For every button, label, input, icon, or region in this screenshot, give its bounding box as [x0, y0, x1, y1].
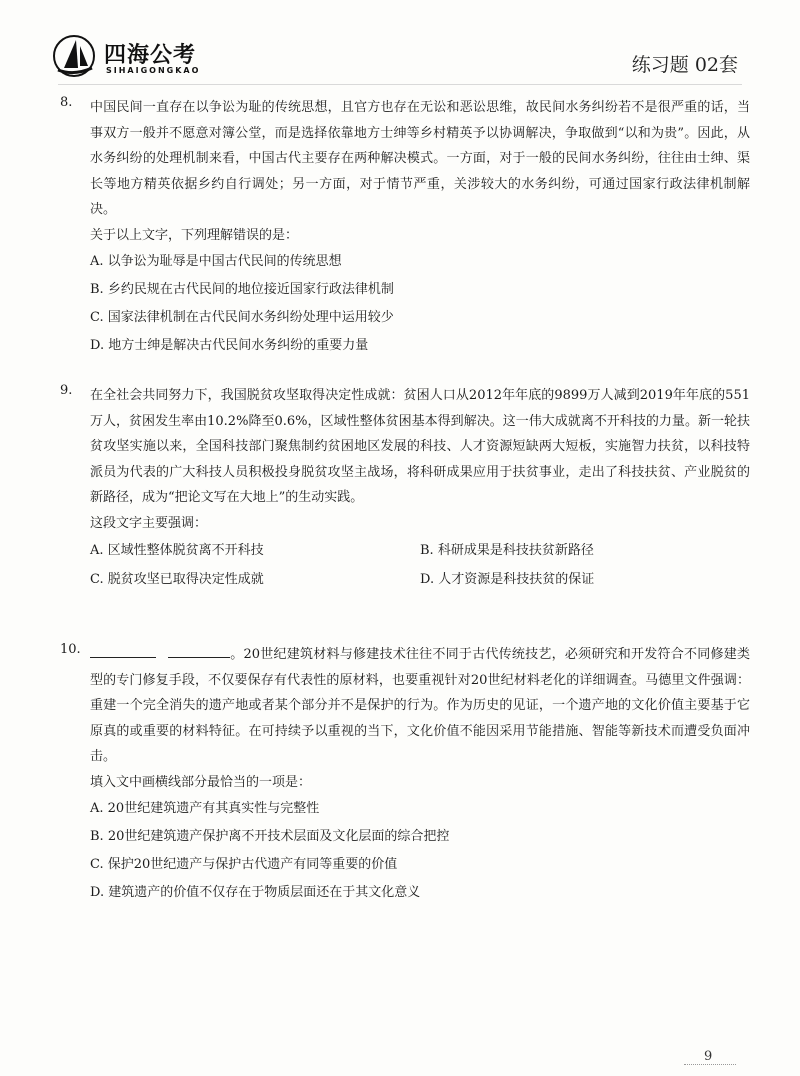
header-divider — [58, 84, 742, 85]
brand-logo — [52, 30, 202, 82]
passage-lead: 。20世纪建筑材料与修建技术往往不同于古代传统技艺，必须研究和开 — [230, 647, 645, 662]
question-number: 8. — [60, 95, 73, 110]
option-c[interactable]: C. 国家法律机制在古代民间水务纠纷处理中运用较少 — [90, 310, 394, 325]
page-number: 9 — [704, 1049, 713, 1064]
option-a[interactable]: A. 20世纪建筑遗产有其真实性与完整性 — [90, 801, 320, 816]
option-b[interactable]: B. 科研成果是科技扶贫新路径 — [420, 543, 594, 558]
question-passage: 中国民间一直存在以争讼为耻的传统思想，且官方也存在无讼和恶讼思维，故民间水务纠纷若不是很严重的话，当事双方一般并不愿意对簿公堂，而是选择依靠地方士绅等乡村精英予以协调解决，争取做到“以和为贵”。因此，从水务纠纷的处理机制来看，中国古代主要存在两种解决模式。一方面，对于一般的民间水务纠纷，往往由士绅、渠长等地方精英依据乡约自行调处；另一方面，对于情节严重，关涉较大的水务纠纷，可通过国家行政法律机制解决。 — [90, 100, 750, 217]
option-d[interactable]: D. 建筑遗产的价值不仅存在于物质层面还在于其文化意义 — [90, 885, 421, 900]
option-b[interactable]: B. 20世纪建筑遗产保护离不开技术层面及文化层面的综合把控 — [90, 829, 450, 844]
answer-blank — [90, 645, 156, 658]
logo-text: 四海公考 — [104, 43, 197, 68]
passage-rest: 发符合不同修建类型的专门修复手段，不仅要保存有代表性的原材料，也要重视针对20世纪材料老化的详细调查。马德里文件强调：重建一个完全消失的遗产地或者某个部分并不是保护的行为。作为历史的见证，一个遗产地的文化价值主要基于它原真的或重要的材料特征。在可持续予以重视的当下，文化价值不能因采用节能措施、智能等新技术而遭受负面冲击。 — [90, 647, 750, 764]
question-passage — [90, 642, 750, 770]
option-c[interactable]: C. 保护20世纪遗产与保护古代遗产有同等重要的价值 — [90, 857, 398, 872]
question-prompt: 关于以上文字，下列理解错误的是： — [90, 227, 299, 243]
sail-logo-icon — [52, 34, 98, 78]
question-8 — [60, 95, 750, 360]
answer-blank — [168, 645, 230, 658]
set-title: 练习题 02套 — [631, 54, 738, 76]
logo-subtext: SIHAIGONGKAO — [106, 66, 201, 75]
question-prompt: 这段文字主要强调： — [90, 515, 208, 531]
question-prompt: 填入文中画横线部分最恰当的一项是： — [90, 774, 312, 790]
option-d[interactable]: D. 人才资源是科技扶贫的保证 — [420, 572, 595, 587]
question-10 — [60, 642, 750, 907]
question-passage: 在全社会共同努力下，我国脱贫攻坚取得决定性成就：贫困人口从2012年年底的9899万人减到2019年年底的551万人，贫困发生率由10.2%降至0.6%，区域性整体贫困基本得到解决。这一伟大成就离不开科技的力量。新一轮扶贫攻坚实施以来，全国科技部门聚焦制约贫困地区发展的科技、人才资源短缺两大短板，实施智力扶贫，以科技特派员为代表的广大科技人员积极投身脱贫攻坚主战场，将科研成果应用于扶贫事业，走出了科技扶贫、产业脱贫的新路径，成为“把论文写在大地上”的生动实践。 — [90, 388, 750, 505]
option-a[interactable]: A. 区域性整体脱贫离不开科技 — [90, 543, 264, 558]
option-b[interactable]: B. 乡约民规在古代民间的地位接近国家行政法律机制 — [90, 282, 394, 297]
option-a[interactable]: A. 以争讼为耻辱是中国古代民间的传统思想 — [90, 254, 342, 269]
question-9 — [60, 383, 750, 594]
question-number: 9. — [60, 383, 73, 398]
option-d[interactable]: D. 地方士绅是解决古代民间水务纠纷的重要力量 — [90, 338, 369, 353]
option-c[interactable]: C. 脱贫攻坚已取得决定性成就 — [90, 572, 264, 587]
question-number: 10. — [60, 642, 81, 657]
